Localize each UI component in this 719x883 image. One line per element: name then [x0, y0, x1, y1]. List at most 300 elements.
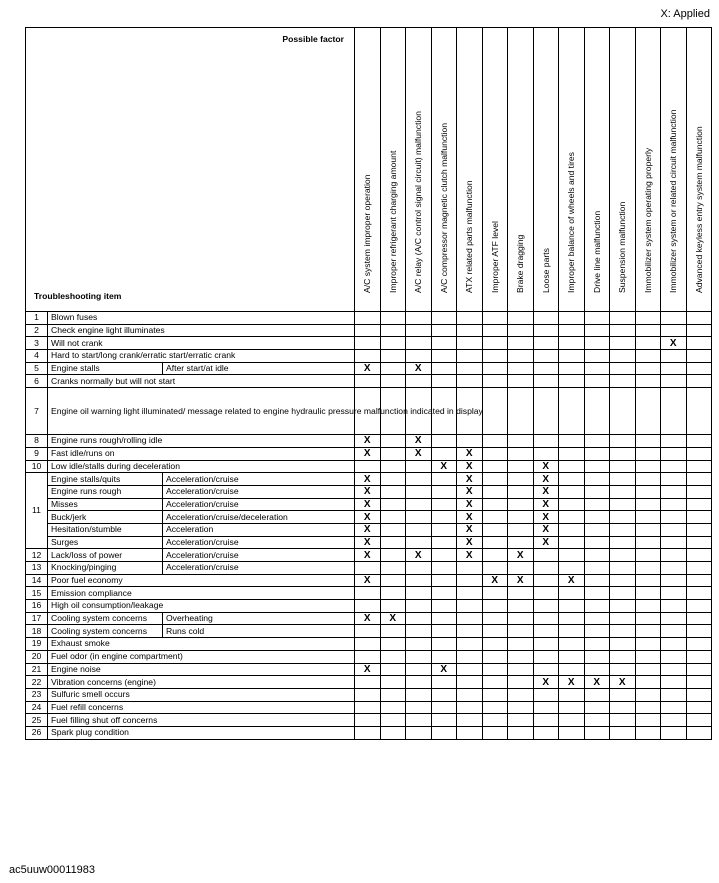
troubleshooting-item: Fuel odor (in engine compartment): [48, 650, 355, 663]
empty-cell: [584, 375, 610, 388]
empty-cell: [508, 536, 534, 549]
table-row: [26, 600, 712, 613]
troubleshooting-item: Cranks normally but will not start: [48, 375, 355, 388]
empty-cell: [661, 688, 687, 701]
table-row: [26, 485, 712, 498]
empty-cell: [686, 350, 712, 363]
empty-cell: [431, 726, 457, 739]
empty-cell: [457, 676, 483, 689]
row-number: 20: [26, 650, 48, 663]
empty-cell: [610, 714, 636, 727]
empty-cell: [431, 587, 457, 600]
condition-cell: Acceleration/cruise: [163, 536, 355, 549]
empty-cell: [380, 587, 406, 600]
empty-cell: [661, 650, 687, 663]
condition-cell: Runs cold: [163, 625, 355, 638]
empty-cell: [610, 612, 636, 625]
empty-cell: [380, 638, 406, 651]
empty-cell: [533, 726, 559, 739]
applied-mark: X: [533, 511, 559, 524]
empty-cell: [584, 638, 610, 651]
empty-cell: [380, 485, 406, 498]
empty-cell: [508, 485, 534, 498]
empty-cell: [406, 587, 432, 600]
empty-cell: [635, 612, 661, 625]
troubleshooting-item: Blown fuses: [48, 312, 355, 325]
empty-cell: [508, 324, 534, 337]
empty-cell: [406, 714, 432, 727]
empty-cell: [508, 625, 534, 638]
empty-cell: [406, 498, 432, 511]
empty-cell: [482, 350, 508, 363]
empty-cell: [661, 714, 687, 727]
row-number: 19: [26, 638, 48, 651]
empty-cell: [610, 460, 636, 473]
factor-label: A/C compressor magnetic clutch malfunction: [438, 122, 449, 293]
row-number: 5: [26, 362, 48, 375]
troubleshooting-item: Hesitation/stumble: [48, 523, 163, 536]
empty-cell: [635, 485, 661, 498]
empty-cell: [431, 688, 457, 701]
factor-column-header: [406, 28, 432, 312]
empty-cell: [406, 612, 432, 625]
empty-cell: [661, 574, 687, 587]
empty-cell: [559, 350, 585, 363]
applied-mark: X: [457, 523, 483, 536]
troubleshooting-item: Knocking/pinging: [48, 562, 163, 575]
empty-cell: [533, 362, 559, 375]
empty-cell: [380, 324, 406, 337]
empty-cell: [610, 600, 636, 613]
empty-cell: [610, 473, 636, 486]
empty-cell: [508, 676, 534, 689]
empty-cell: [610, 549, 636, 562]
table-row: [26, 447, 712, 460]
empty-cell: [635, 562, 661, 575]
troubleshooting-table: [25, 27, 712, 740]
empty-cell: [635, 587, 661, 600]
empty-cell: [635, 511, 661, 524]
empty-cell: [406, 688, 432, 701]
empty-cell: [584, 650, 610, 663]
applied-mark: X: [533, 676, 559, 689]
empty-cell: [584, 562, 610, 575]
row-number: 6: [26, 375, 48, 388]
empty-cell: [355, 714, 381, 727]
table-row: [26, 587, 712, 600]
applied-mark: X: [355, 435, 381, 448]
factor-column-header: [533, 28, 559, 312]
empty-cell: [635, 549, 661, 562]
applied-mark: X: [457, 473, 483, 486]
empty-cell: [457, 726, 483, 739]
empty-cell: [584, 473, 610, 486]
empty-cell: [406, 511, 432, 524]
factor-label: Drive line malfunction: [591, 210, 602, 293]
empty-cell: [635, 574, 661, 587]
empty-cell: [610, 587, 636, 600]
empty-cell: [380, 714, 406, 727]
empty-cell: [584, 612, 610, 625]
condition-cell: Acceleration/cruise/deceleration: [163, 511, 355, 524]
table-row: [26, 435, 712, 448]
empty-cell: [584, 549, 610, 562]
empty-cell: [508, 473, 534, 486]
troubleshooting-item: High oil consumption/leakage: [48, 600, 355, 613]
empty-cell: [508, 638, 534, 651]
empty-cell: [355, 726, 381, 739]
empty-cell: [533, 587, 559, 600]
empty-cell: [482, 638, 508, 651]
row-number: 1: [26, 312, 48, 325]
empty-cell: [686, 362, 712, 375]
header-corner-cell: [26, 28, 355, 312]
empty-cell: [635, 312, 661, 325]
empty-cell: [380, 375, 406, 388]
empty-cell: [661, 473, 687, 486]
empty-cell: [661, 511, 687, 524]
empty-cell: [584, 726, 610, 739]
condition-cell: Overheating: [163, 612, 355, 625]
empty-cell: [457, 612, 483, 625]
empty-cell: [533, 337, 559, 350]
empty-cell: [355, 324, 381, 337]
empty-cell: [533, 574, 559, 587]
table-row: [26, 638, 712, 651]
header-row: [26, 28, 712, 312]
empty-cell: [584, 435, 610, 448]
factor-label: ATX related parts malfunction: [464, 180, 475, 293]
applied-mark: X: [355, 485, 381, 498]
applied-mark: X: [482, 574, 508, 587]
empty-cell: [482, 337, 508, 350]
applied-mark: X: [533, 473, 559, 486]
table-row: [26, 549, 712, 562]
empty-cell: [533, 650, 559, 663]
empty-cell: [355, 587, 381, 600]
empty-cell: [380, 625, 406, 638]
factor-label: A/C system improper operation: [362, 174, 373, 293]
condition-cell: Acceleration: [163, 523, 355, 536]
empty-cell: [508, 523, 534, 536]
empty-cell: [584, 388, 610, 435]
empty-cell: [406, 625, 432, 638]
applied-mark: X: [406, 362, 432, 375]
empty-cell: [431, 574, 457, 587]
empty-cell: [559, 523, 585, 536]
factor-label: Immobilizer system operating properly: [642, 147, 653, 293]
empty-cell: [482, 676, 508, 689]
empty-cell: [431, 536, 457, 549]
empty-cell: [686, 485, 712, 498]
empty-cell: [380, 688, 406, 701]
empty-cell: [686, 460, 712, 473]
empty-cell: [584, 587, 610, 600]
empty-cell: [482, 726, 508, 739]
empty-cell: [610, 350, 636, 363]
empty-cell: [559, 511, 585, 524]
applied-mark: X: [355, 536, 381, 549]
troubleshooting-item: Exhaust smoke: [48, 638, 355, 651]
empty-cell: [559, 375, 585, 388]
row-number: 2: [26, 324, 48, 337]
empty-cell: [610, 388, 636, 435]
applied-mark: X: [508, 549, 534, 562]
factor-column-header: [508, 28, 534, 312]
empty-cell: [661, 587, 687, 600]
empty-cell: [610, 312, 636, 325]
empty-cell: [584, 324, 610, 337]
image-id-caption: ac5uuw00011983: [9, 864, 96, 876]
empty-cell: [533, 663, 559, 676]
empty-cell: [406, 523, 432, 536]
empty-cell: [482, 447, 508, 460]
empty-cell: [508, 663, 534, 676]
empty-cell: [431, 435, 457, 448]
empty-cell: [380, 536, 406, 549]
row-number: 9: [26, 447, 48, 460]
empty-cell: [559, 447, 585, 460]
empty-cell: [635, 536, 661, 549]
empty-cell: [457, 435, 483, 448]
empty-cell: [635, 726, 661, 739]
empty-cell: [686, 536, 712, 549]
empty-cell: [533, 324, 559, 337]
empty-cell: [635, 714, 661, 727]
empty-cell: [508, 600, 534, 613]
empty-cell: [533, 714, 559, 727]
empty-cell: [457, 701, 483, 714]
factor-column-header: [635, 28, 661, 312]
empty-cell: [635, 350, 661, 363]
applied-mark: X: [661, 337, 687, 350]
empty-cell: [457, 650, 483, 663]
empty-cell: [559, 600, 585, 613]
table-row: [26, 726, 712, 739]
applied-mark: X: [610, 676, 636, 689]
empty-cell: [457, 574, 483, 587]
troubleshooting-item: Engine runs rough: [48, 485, 163, 498]
empty-cell: [482, 511, 508, 524]
empty-cell: [584, 460, 610, 473]
empty-cell: [482, 650, 508, 663]
empty-cell: [584, 688, 610, 701]
empty-cell: [355, 350, 381, 363]
empty-cell: [686, 375, 712, 388]
empty-cell: [610, 485, 636, 498]
empty-cell: [610, 562, 636, 575]
factor-label: A/C relay (A/C control signal circuit) malfunction: [413, 111, 424, 293]
empty-cell: [457, 587, 483, 600]
empty-cell: [559, 362, 585, 375]
applied-mark: X: [533, 460, 559, 473]
empty-cell: [431, 473, 457, 486]
troubleshooting-item-heading: Troubleshooting item: [34, 291, 122, 301]
table-row: [26, 511, 712, 524]
table-row: [26, 362, 712, 375]
empty-cell: [406, 473, 432, 486]
empty-cell: [406, 324, 432, 337]
row-number: 17: [26, 612, 48, 625]
applied-mark: X: [508, 574, 534, 587]
empty-cell: [661, 663, 687, 676]
empty-cell: [457, 638, 483, 651]
empty-cell: [635, 600, 661, 613]
table-row: [26, 337, 712, 350]
empty-cell: [533, 388, 559, 435]
troubleshooting-item: Sulfuric smell occurs: [48, 688, 355, 701]
empty-cell: [380, 701, 406, 714]
factor-label: Improper ATF level: [489, 221, 500, 293]
empty-cell: [559, 688, 585, 701]
empty-cell: [406, 574, 432, 587]
applied-mark: X: [355, 549, 381, 562]
empty-cell: [431, 447, 457, 460]
empty-cell: [635, 676, 661, 689]
empty-cell: [431, 375, 457, 388]
empty-cell: [380, 511, 406, 524]
row-number: 22: [26, 676, 48, 689]
empty-cell: [610, 726, 636, 739]
empty-cell: [380, 663, 406, 676]
factor-column-header: [686, 28, 712, 312]
empty-cell: [406, 536, 432, 549]
empty-cell: [686, 701, 712, 714]
table-row: [26, 473, 712, 486]
row-number: 23: [26, 688, 48, 701]
empty-cell: [661, 676, 687, 689]
empty-cell: [661, 536, 687, 549]
factor-column-header: [610, 28, 636, 312]
empty-cell: [635, 388, 661, 435]
empty-cell: [431, 312, 457, 325]
empty-cell: [431, 511, 457, 524]
empty-cell: [431, 650, 457, 663]
condition-cell: Acceleration/cruise: [163, 562, 355, 575]
empty-cell: [482, 714, 508, 727]
factor-label: Advanced keyless entry system malfunction: [693, 126, 704, 293]
empty-cell: [635, 701, 661, 714]
row-number: 15: [26, 587, 48, 600]
empty-cell: [482, 612, 508, 625]
table-row: [26, 714, 712, 727]
empty-cell: [508, 587, 534, 600]
empty-cell: [406, 312, 432, 325]
empty-cell: [661, 638, 687, 651]
empty-cell: [508, 350, 534, 363]
troubleshooting-item: Engine oil warning light illuminated/ message related to engine hydraulic pressure malfunction indicated in display: [48, 388, 355, 435]
empty-cell: [686, 562, 712, 575]
table-row: [26, 388, 712, 435]
empty-cell: [533, 612, 559, 625]
table-row: [26, 536, 712, 549]
empty-cell: [508, 562, 534, 575]
factor-column-header: [584, 28, 610, 312]
empty-cell: [635, 337, 661, 350]
empty-cell: [686, 650, 712, 663]
empty-cell: [406, 650, 432, 663]
empty-cell: [661, 362, 687, 375]
empty-cell: [661, 701, 687, 714]
empty-cell: [508, 375, 534, 388]
empty-cell: [686, 312, 712, 325]
empty-cell: [355, 625, 381, 638]
applied-mark: X: [533, 523, 559, 536]
empty-cell: [355, 337, 381, 350]
empty-cell: [635, 688, 661, 701]
empty-cell: [482, 701, 508, 714]
empty-cell: [508, 388, 534, 435]
empty-cell: [380, 473, 406, 486]
empty-cell: [661, 460, 687, 473]
empty-cell: [482, 485, 508, 498]
empty-cell: [584, 337, 610, 350]
empty-cell: [559, 587, 585, 600]
empty-cell: [508, 460, 534, 473]
applied-mark: X: [355, 498, 381, 511]
empty-cell: [584, 485, 610, 498]
empty-cell: [635, 324, 661, 337]
empty-cell: [533, 447, 559, 460]
empty-cell: [533, 638, 559, 651]
applied-mark: X: [457, 511, 483, 524]
empty-cell: [610, 638, 636, 651]
empty-cell: [431, 337, 457, 350]
empty-cell: [533, 350, 559, 363]
empty-cell: [533, 562, 559, 575]
empty-cell: [686, 447, 712, 460]
empty-cell: [559, 337, 585, 350]
empty-cell: [559, 638, 585, 651]
row-number: 26: [26, 726, 48, 739]
empty-cell: [431, 701, 457, 714]
empty-cell: [661, 562, 687, 575]
applied-mark: X: [355, 447, 381, 460]
empty-cell: [508, 498, 534, 511]
empty-cell: [635, 498, 661, 511]
troubleshooting-item: Fuel filling shut off concerns: [48, 714, 355, 727]
table-row: [26, 650, 712, 663]
factor-column-header: [661, 28, 687, 312]
applied-mark: X: [355, 523, 381, 536]
empty-cell: [380, 650, 406, 663]
empty-cell: [635, 650, 661, 663]
empty-cell: [584, 498, 610, 511]
empty-cell: [635, 375, 661, 388]
empty-cell: [380, 523, 406, 536]
applied-mark: X: [355, 511, 381, 524]
row-number: 11: [26, 473, 48, 549]
empty-cell: [661, 435, 687, 448]
applied-mark: X: [457, 549, 483, 562]
troubleshooting-item: Engine noise: [48, 663, 355, 676]
troubleshooting-item: Low idle/stalls during deceleration: [48, 460, 355, 473]
empty-cell: [559, 549, 585, 562]
applied-mark: X: [457, 460, 483, 473]
troubleshooting-item: Engine runs rough/rolling idle: [48, 435, 355, 448]
troubleshooting-item: Emission compliance: [48, 587, 355, 600]
empty-cell: [380, 600, 406, 613]
empty-cell: [610, 650, 636, 663]
empty-cell: [610, 574, 636, 587]
applied-mark: X: [559, 574, 585, 587]
empty-cell: [508, 511, 534, 524]
applied-mark: X: [406, 549, 432, 562]
empty-cell: [635, 523, 661, 536]
empty-cell: [686, 688, 712, 701]
table-row: [26, 688, 712, 701]
row-number: 14: [26, 574, 48, 587]
